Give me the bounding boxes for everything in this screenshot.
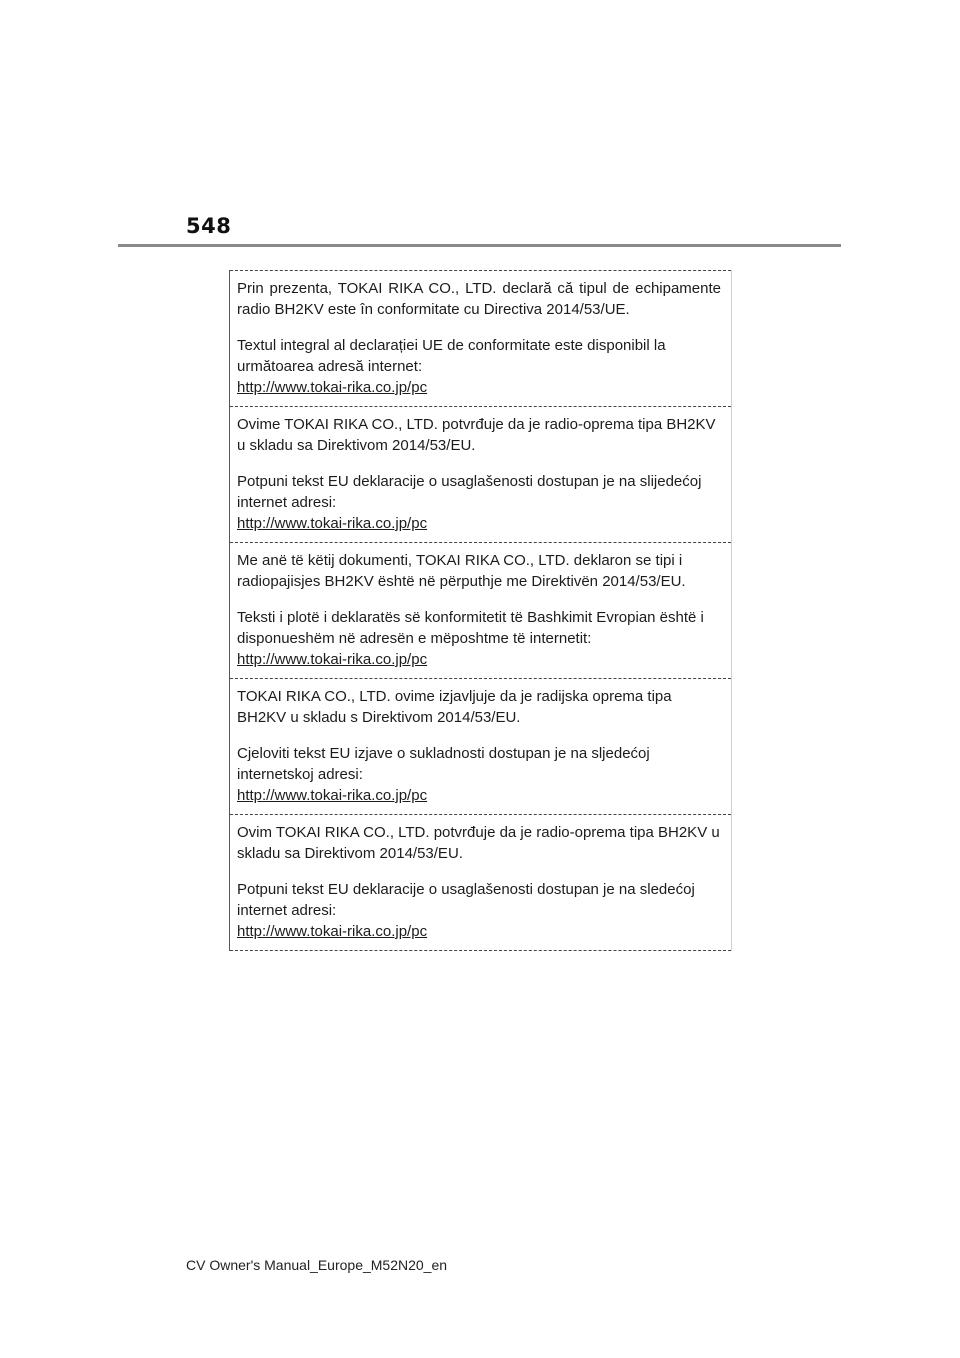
declaration-url-link[interactable]: http://www.tokai-rika.co.jp/pc xyxy=(237,923,428,940)
declaration-availability-text: Teksti i plotë i deklaratës së konformitetit të Bashkimit Evropian është i disponueshëm në adresën e mëposhtme të internetit: xyxy=(237,609,704,647)
declaration-availability-text: Cjeloviti tekst EU izjave o sukladnosti dostupan je na sljedećoj internetskoj adresi: xyxy=(237,745,650,783)
declaration-url-link[interactable]: http://www.tokai-rika.co.jp/pc xyxy=(237,651,428,668)
declaration-section-romanian xyxy=(230,270,731,406)
declaration-scan-box xyxy=(229,270,732,951)
declaration-statement: TOKAI RIKA CO., LTD. ovime izjavljuje da je radijska oprema tipa BH2KV u skladu s Direktivom 2014/53/EU. xyxy=(237,688,672,726)
page-number: 548 xyxy=(186,214,232,238)
declaration-statement: Ovim TOKAI RIKA CO., LTD. potvrđuje da je radio-oprema tipa BH2KV u skladu sa Direktivom 2014/53/EU. xyxy=(237,824,720,862)
declaration-availability xyxy=(237,335,721,398)
declaration-availability xyxy=(237,607,721,670)
declaration-availability-text: Potpuni tekst EU deklaracije o usaglašenosti dostupan je na sledećoj internet adresi: xyxy=(237,881,695,919)
declaration-section-croatian xyxy=(230,406,731,542)
declaration-availability xyxy=(237,471,721,534)
declaration-section-serbian xyxy=(230,814,731,951)
manual-footer: CV Owner's Manual_Europe_M52N20_en xyxy=(186,1257,448,1273)
declaration-section-croatian-2 xyxy=(230,678,731,814)
declaration-statement: Ovime TOKAI RIKA CO., LTD. potvrđuje da je radio-oprema tipa BH2KV u skladu sa Direktivom 2014/53/EU. xyxy=(237,416,716,454)
declaration-section-albanian xyxy=(230,542,731,678)
declaration-availability-text: Potpuni tekst EU deklaracije o usaglašenosti dostupan je na slijedećoj internet adresi: xyxy=(237,473,702,511)
declaration-availability-text: Textul integral al declarației UE de conformitate este disponibil la următoarea adresă internet: xyxy=(237,337,666,375)
declaration-url-link[interactable]: http://www.tokai-rika.co.jp/pc xyxy=(237,787,428,804)
header-divider xyxy=(118,244,841,247)
declaration-availability xyxy=(237,743,721,806)
declaration-availability xyxy=(237,879,721,942)
declaration-statement: Prin prezenta, TOKAI RIKA CO., LTD. declară că tipul de echipamente radio BH2KV este în conformitate cu Directiva 2014/53/UE. xyxy=(237,280,721,318)
declaration-statement: Me anë të këtij dokumenti, TOKAI RIKA CO., LTD. deklaron se tipi i radiopajisjes BH2KV është në përputhje me Direktivën 2014/53/EU. xyxy=(237,552,686,590)
declaration-url-link[interactable]: http://www.tokai-rika.co.jp/pc xyxy=(237,379,428,396)
declaration-url-link[interactable]: http://www.tokai-rika.co.jp/pc xyxy=(237,515,428,532)
